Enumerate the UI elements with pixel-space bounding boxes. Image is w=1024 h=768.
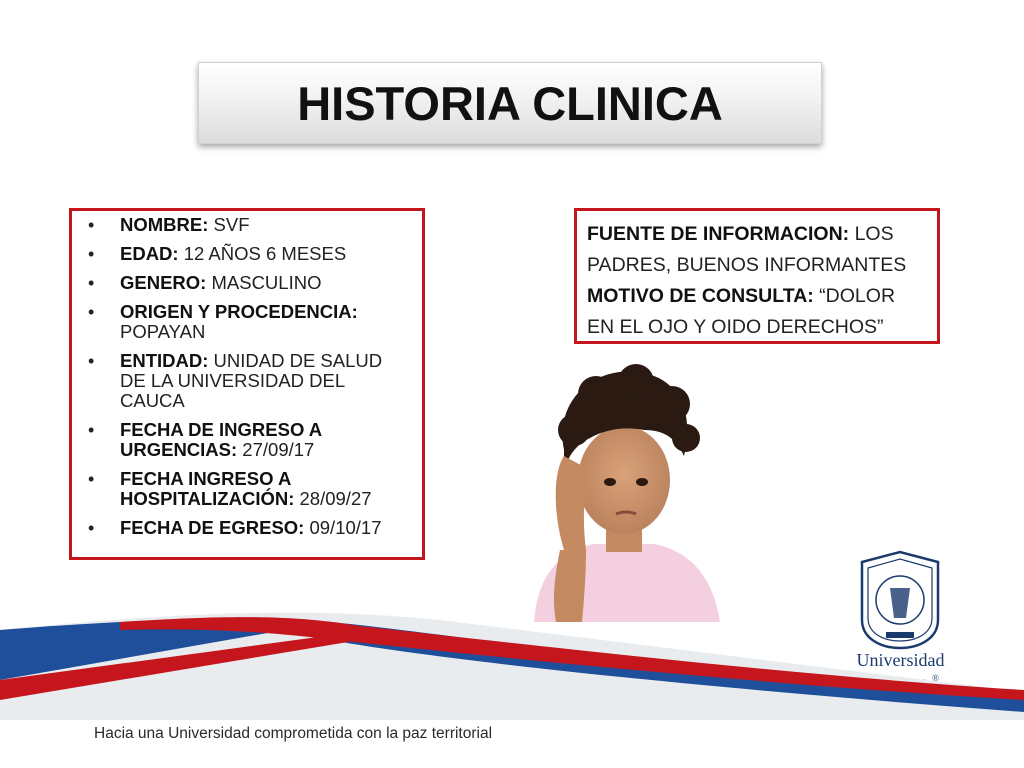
source-label: FUENTE DE INFORMACION: [587, 223, 850, 245]
info-value: POPAYAN [120, 321, 206, 342]
reason-label: MOTIVO DE CONSULTA: [587, 285, 814, 307]
child-photo [524, 360, 724, 622]
source-value: LOS PADRES, BUENOS INFORMANTES [587, 223, 907, 276]
bullet-icon: • [88, 469, 95, 489]
info-label: ENTIDAD: [120, 350, 209, 371]
title-banner [198, 62, 822, 144]
info-label: EDAD: [120, 243, 179, 264]
info-value: MASCULINO [206, 272, 322, 293]
info-value: 28/09/27 [294, 488, 372, 509]
info-item-edad [82, 244, 412, 264]
patient-info-list [82, 215, 412, 538]
bullet-icon: • [88, 215, 95, 235]
info-label: ORIGEN Y PROCEDENCIA: [120, 301, 358, 322]
info-item-entidad [82, 351, 412, 411]
info-label: GENERO: [120, 272, 207, 293]
registered-mark: ® [932, 673, 939, 683]
bullet-icon: • [88, 302, 95, 322]
info-value: UNIDAD DE SALUD DE LA UNIVERSIDAD DEL CAUCA [120, 350, 383, 411]
info-value: 12 AÑOS 6 MESES [178, 243, 347, 264]
bullet-icon: • [88, 273, 95, 293]
bullet-icon: • [88, 244, 95, 264]
info-item-nombre [82, 215, 412, 235]
source-info-box [574, 208, 940, 344]
page-title: HISTORIA CLINICA [297, 76, 723, 130]
info-label: FECHA DE EGRESO: [120, 517, 305, 538]
bullet-icon: • [88, 518, 95, 538]
patient-info-box [69, 208, 425, 560]
university-name-line1: Universidad [856, 650, 945, 670]
info-label: FECHA INGRESO A HOSPITALIZACIÓN: [120, 468, 295, 509]
info-label: FECHA DE INGRESO A URGENCIAS: [120, 419, 322, 460]
info-value: 09/10/17 [304, 517, 382, 538]
info-item-genero [82, 273, 412, 293]
reason-value: “DOLOR EN EL OJO Y OIDO DERECHOS” [587, 285, 896, 338]
info-value: SVF [208, 214, 250, 235]
footer-slogan: Hacia una Universidad comprometida con la paz territorial [94, 725, 493, 742]
bullet-icon: • [88, 351, 95, 371]
info-item-fecha-urgencias [82, 420, 412, 460]
bullet-icon: • [88, 420, 95, 440]
info-item-fecha-egreso [82, 518, 412, 538]
info-item-origen [82, 302, 412, 342]
info-value: 27/09/17 [237, 439, 315, 460]
info-label: NOMBRE: [120, 214, 209, 235]
info-item-fecha-hospitalizacion [82, 469, 412, 509]
decorative-stripes [0, 600, 1024, 720]
